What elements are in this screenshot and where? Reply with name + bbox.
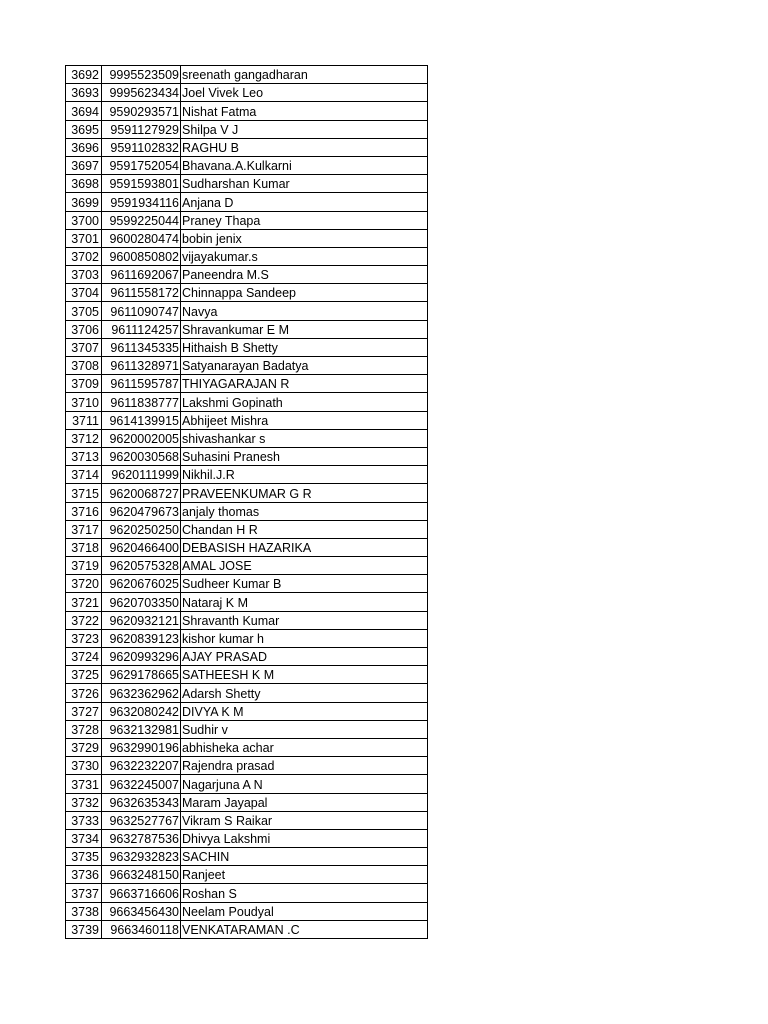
contact-name-cell: Anjana D xyxy=(181,193,428,211)
table-row xyxy=(66,702,428,720)
contact-name-cell: VENKATARAMAN .C xyxy=(181,920,428,938)
contact-name-cell: Maram Jayapal xyxy=(181,793,428,811)
phone-number-cell: 9632932823 xyxy=(102,848,181,866)
row-number-cell: 3738 xyxy=(66,902,102,920)
table-row xyxy=(66,793,428,811)
row-number-cell: 3737 xyxy=(66,884,102,902)
phone-number-cell: 9632245007 xyxy=(102,775,181,793)
table-row xyxy=(66,357,428,375)
row-number-cell: 3706 xyxy=(66,320,102,338)
row-number-cell: 3735 xyxy=(66,848,102,866)
row-number-cell: 3709 xyxy=(66,375,102,393)
contact-name-cell: shivashankar s xyxy=(181,429,428,447)
contact-name-cell: Praney Thapa xyxy=(181,211,428,229)
contact-name-cell: kishor kumar h xyxy=(181,629,428,647)
table-row xyxy=(66,884,428,902)
table-row xyxy=(66,611,428,629)
table-row xyxy=(66,466,428,484)
contact-name-cell: Dhivya Lakshmi xyxy=(181,829,428,847)
row-number-cell: 3730 xyxy=(66,757,102,775)
phone-number-cell: 9611595787 xyxy=(102,375,181,393)
table-row xyxy=(66,411,428,429)
contact-name-cell: Nikhil.J.R xyxy=(181,466,428,484)
table-row xyxy=(66,211,428,229)
row-number-cell: 3695 xyxy=(66,120,102,138)
contact-name-cell: Abhijeet Mishra xyxy=(181,411,428,429)
contact-name-cell: Satyanarayan Badatya xyxy=(181,357,428,375)
row-number-cell: 3725 xyxy=(66,666,102,684)
contact-name-cell: Nataraj K M xyxy=(181,593,428,611)
row-number-cell: 3717 xyxy=(66,520,102,538)
phone-number-cell: 9611328971 xyxy=(102,357,181,375)
table-row xyxy=(66,102,428,120)
table-row xyxy=(66,266,428,284)
row-number-cell: 3701 xyxy=(66,229,102,247)
contact-name-cell: Navya xyxy=(181,302,428,320)
phone-number-cell: 9632990196 xyxy=(102,738,181,756)
row-number-cell: 3705 xyxy=(66,302,102,320)
table-row xyxy=(66,447,428,465)
row-number-cell: 3697 xyxy=(66,156,102,174)
row-number-cell: 3711 xyxy=(66,411,102,429)
table-row xyxy=(66,811,428,829)
contact-name-cell: THIYAGARAJAN R xyxy=(181,375,428,393)
phone-number-cell: 9611124257 xyxy=(102,320,181,338)
table-row xyxy=(66,848,428,866)
phone-number-cell: 9620932121 xyxy=(102,611,181,629)
phone-number-cell: 9590293571 xyxy=(102,102,181,120)
row-number-cell: 3726 xyxy=(66,684,102,702)
contact-name-cell: vijayakumar.s xyxy=(181,247,428,265)
contact-name-cell: SACHIN xyxy=(181,848,428,866)
phone-number-cell: 9591102832 xyxy=(102,138,181,156)
phone-number-cell: 9611838777 xyxy=(102,393,181,411)
phone-number-cell: 9632080242 xyxy=(102,702,181,720)
contact-name-cell: Nagarjuna A N xyxy=(181,775,428,793)
phone-number-cell: 9995523509 xyxy=(102,66,181,84)
phone-number-cell: 9620466400 xyxy=(102,538,181,556)
row-number-cell: 3694 xyxy=(66,102,102,120)
table-row xyxy=(66,738,428,756)
row-number-cell: 3693 xyxy=(66,84,102,102)
phone-number-cell: 9620676025 xyxy=(102,575,181,593)
row-number-cell: 3696 xyxy=(66,138,102,156)
contact-name-cell: bobin jenix xyxy=(181,229,428,247)
row-number-cell: 3716 xyxy=(66,502,102,520)
table-row xyxy=(66,66,428,84)
table-row xyxy=(66,720,428,738)
contact-name-cell: Ranjeet xyxy=(181,866,428,884)
contact-name-cell: Sudharshan Kumar xyxy=(181,175,428,193)
contact-table-body xyxy=(66,66,428,939)
row-number-cell: 3724 xyxy=(66,648,102,666)
contact-name-cell: Chinnappa Sandeep xyxy=(181,284,428,302)
row-number-cell: 3703 xyxy=(66,266,102,284)
row-number-cell: 3704 xyxy=(66,284,102,302)
table-row xyxy=(66,375,428,393)
phone-number-cell: 9632635343 xyxy=(102,793,181,811)
row-number-cell: 3712 xyxy=(66,429,102,447)
contact-name-cell: Joel Vivek Leo xyxy=(181,84,428,102)
contact-name-cell: Neelam Poudyal xyxy=(181,902,428,920)
row-number-cell: 3692 xyxy=(66,66,102,84)
contact-name-cell: Suhasini Pranesh xyxy=(181,447,428,465)
row-number-cell: 3719 xyxy=(66,557,102,575)
phone-number-cell: 9600280474 xyxy=(102,229,181,247)
row-number-cell: 3721 xyxy=(66,593,102,611)
contact-name-cell: Hithaish B Shetty xyxy=(181,338,428,356)
phone-number-cell: 9620575328 xyxy=(102,557,181,575)
row-number-cell: 3736 xyxy=(66,866,102,884)
phone-number-cell: 9620068727 xyxy=(102,484,181,502)
phone-number-cell: 9611692067 xyxy=(102,266,181,284)
table-row xyxy=(66,575,428,593)
phone-number-cell: 9632362962 xyxy=(102,684,181,702)
phone-number-cell: 9611558172 xyxy=(102,284,181,302)
contact-name-cell: Shravankumar E M xyxy=(181,320,428,338)
phone-number-cell: 9614139915 xyxy=(102,411,181,429)
row-number-cell: 3713 xyxy=(66,447,102,465)
contact-name-cell: abhisheka achar xyxy=(181,738,428,756)
row-number-cell: 3699 xyxy=(66,193,102,211)
contact-name-cell: RAGHU B xyxy=(181,138,428,156)
contact-name-cell: Paneendra M.S xyxy=(181,266,428,284)
contact-name-cell: DIVYA K M xyxy=(181,702,428,720)
row-number-cell: 3700 xyxy=(66,211,102,229)
phone-number-cell: 9620839123 xyxy=(102,629,181,647)
phone-number-cell: 9591934116 xyxy=(102,193,181,211)
contact-name-cell: Rajendra prasad xyxy=(181,757,428,775)
row-number-cell: 3733 xyxy=(66,811,102,829)
table-row xyxy=(66,284,428,302)
contact-name-cell: Sudheer Kumar B xyxy=(181,575,428,593)
table-row xyxy=(66,775,428,793)
table-row xyxy=(66,338,428,356)
phone-number-cell: 9663460118 xyxy=(102,920,181,938)
phone-number-cell: 9591127929 xyxy=(102,120,181,138)
contact-name-cell: SATHEESH K M xyxy=(181,666,428,684)
contact-name-cell: Shilpa V J xyxy=(181,120,428,138)
contact-name-cell: Sudhir v xyxy=(181,720,428,738)
contact-name-cell: Nishat Fatma xyxy=(181,102,428,120)
table-row xyxy=(66,302,428,320)
row-number-cell: 3731 xyxy=(66,775,102,793)
row-number-cell: 3728 xyxy=(66,720,102,738)
table-row xyxy=(66,520,428,538)
table-row xyxy=(66,120,428,138)
phone-number-cell: 9632787536 xyxy=(102,829,181,847)
row-number-cell: 3732 xyxy=(66,793,102,811)
table-row xyxy=(66,84,428,102)
table-row xyxy=(66,866,428,884)
phone-number-cell: 9591593801 xyxy=(102,175,181,193)
contact-name-cell: Shravanth Kumar xyxy=(181,611,428,629)
phone-number-cell: 9599225044 xyxy=(102,211,181,229)
contact-table xyxy=(65,65,428,939)
contact-name-cell: AMAL JOSE xyxy=(181,557,428,575)
phone-number-cell: 9663456430 xyxy=(102,902,181,920)
table-row xyxy=(66,684,428,702)
row-number-cell: 3698 xyxy=(66,175,102,193)
table-row xyxy=(66,666,428,684)
table-row xyxy=(66,156,428,174)
row-number-cell: 3707 xyxy=(66,338,102,356)
table-row xyxy=(66,902,428,920)
table-row xyxy=(66,829,428,847)
contact-name-cell: anjaly thomas xyxy=(181,502,428,520)
contact-name-cell: Lakshmi Gopinath xyxy=(181,393,428,411)
table-row xyxy=(66,629,428,647)
contact-name-cell: Roshan S xyxy=(181,884,428,902)
row-number-cell: 3718 xyxy=(66,538,102,556)
phone-number-cell: 9611345335 xyxy=(102,338,181,356)
phone-number-cell: 9632132981 xyxy=(102,720,181,738)
table-row xyxy=(66,193,428,211)
phone-number-cell: 9629178665 xyxy=(102,666,181,684)
phone-number-cell: 9995623434 xyxy=(102,84,181,102)
table-row xyxy=(66,429,428,447)
phone-number-cell: 9591752054 xyxy=(102,156,181,174)
contact-name-cell: Chandan H R xyxy=(181,520,428,538)
phone-number-cell: 9663716606 xyxy=(102,884,181,902)
row-number-cell: 3708 xyxy=(66,357,102,375)
row-number-cell: 3729 xyxy=(66,738,102,756)
row-number-cell: 3723 xyxy=(66,629,102,647)
row-number-cell: 3739 xyxy=(66,920,102,938)
contact-name-cell: AJAY PRASAD xyxy=(181,648,428,666)
contact-name-cell: sreenath gangadharan xyxy=(181,66,428,84)
row-number-cell: 3702 xyxy=(66,247,102,265)
table-row xyxy=(66,138,428,156)
table-row xyxy=(66,320,428,338)
phone-number-cell: 9632232207 xyxy=(102,757,181,775)
phone-number-cell: 9620030568 xyxy=(102,447,181,465)
phone-number-cell: 9620479673 xyxy=(102,502,181,520)
table-row xyxy=(66,229,428,247)
row-number-cell: 3722 xyxy=(66,611,102,629)
contact-name-cell: PRAVEENKUMAR G R xyxy=(181,484,428,502)
table-row xyxy=(66,393,428,411)
phone-number-cell: 9620703350 xyxy=(102,593,181,611)
row-number-cell: 3720 xyxy=(66,575,102,593)
table-row xyxy=(66,593,428,611)
row-number-cell: 3715 xyxy=(66,484,102,502)
contact-name-cell: Bhavana.A.Kulkarni xyxy=(181,156,428,174)
table-row xyxy=(66,538,428,556)
row-number-cell: 3727 xyxy=(66,702,102,720)
phone-number-cell: 9620111999 xyxy=(102,466,181,484)
table-row xyxy=(66,502,428,520)
phone-number-cell: 9620250250 xyxy=(102,520,181,538)
phone-number-cell: 9632527767 xyxy=(102,811,181,829)
phone-number-cell: 9663248150 xyxy=(102,866,181,884)
table-row xyxy=(66,920,428,938)
phone-number-cell: 9620993296 xyxy=(102,648,181,666)
contact-name-cell: Vikram S Raikar xyxy=(181,811,428,829)
phone-number-cell: 9611090747 xyxy=(102,302,181,320)
row-number-cell: 3710 xyxy=(66,393,102,411)
phone-number-cell: 9600850802 xyxy=(102,247,181,265)
table-row xyxy=(66,757,428,775)
contact-name-cell: Adarsh Shetty xyxy=(181,684,428,702)
table-row xyxy=(66,557,428,575)
contact-name-cell: DEBASISH HAZARIKA xyxy=(181,538,428,556)
table-row xyxy=(66,648,428,666)
phone-number-cell: 9620002005 xyxy=(102,429,181,447)
table-row xyxy=(66,175,428,193)
table-row xyxy=(66,247,428,265)
row-number-cell: 3734 xyxy=(66,829,102,847)
table-row xyxy=(66,484,428,502)
row-number-cell: 3714 xyxy=(66,466,102,484)
